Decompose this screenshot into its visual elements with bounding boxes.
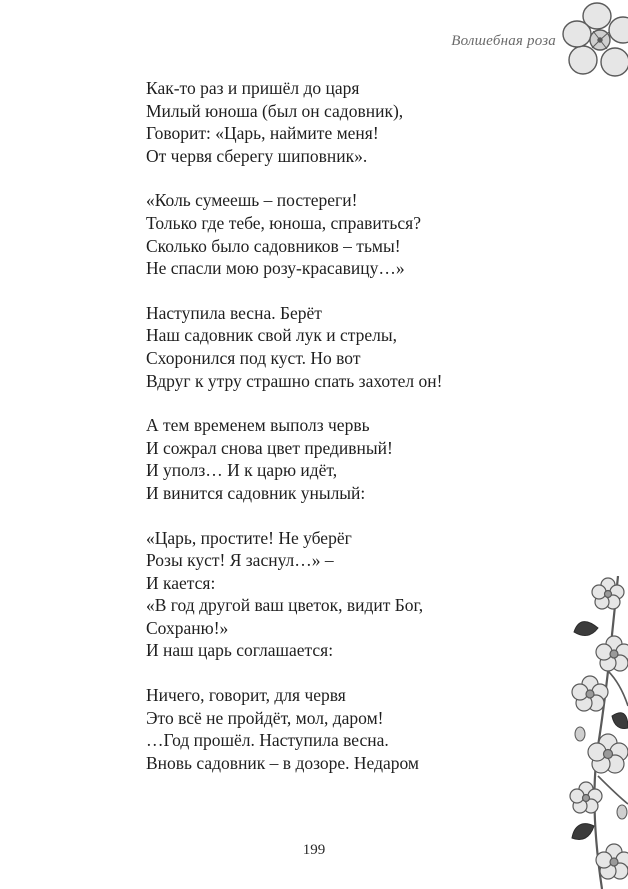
stanza-5 <box>146 527 506 663</box>
poem-line: Говорит: «Царь, наймите меня! <box>146 123 379 144</box>
poem-line: …Год прошёл. Наступила весна. <box>146 730 389 751</box>
poem-line: «В год другой ваш цветок, видит Бог, <box>146 595 424 616</box>
poem-line: Только где тебе, юноша, справиться? <box>146 212 421 233</box>
poem-line: Милый юноша (был он садовник), <box>146 100 404 121</box>
poem-line: «Царь, простите! Не уберёг <box>146 527 352 548</box>
poem-line: И кается: <box>146 572 216 593</box>
poem-line: Ничего, говорит, для червя <box>146 685 346 706</box>
poem-line: Сколько было садовников – тьмы! <box>146 235 401 256</box>
poem-line: Вдруг к утру страшно спать захотел он! <box>146 370 443 391</box>
poem-line: И винится садовник унылый: <box>146 482 366 503</box>
stanza-1 <box>146 77 506 167</box>
poem-line: И уполз… И к царю идёт, <box>146 460 338 481</box>
poem-line: Как-то раз и пришёл до царя <box>146 78 360 98</box>
poem-line: И сожрал снова цвет предивный! <box>146 437 393 458</box>
poem-line: Наш садовник свой лук и стрелы, <box>146 325 398 346</box>
running-header-title: Волшебная роза <box>451 33 556 49</box>
stanza-2 <box>146 189 506 279</box>
poem-line: Не спасли мою розу-красавицу…» <box>146 258 405 279</box>
poem-line: Розы куст! Я заснул…» – <box>146 550 334 571</box>
stanza-4 <box>146 414 506 504</box>
poem-line: Вновь садовник – в дозоре. Недаром <box>146 752 420 773</box>
poem-line: От червя сберегу шиповник». <box>146 145 368 166</box>
poem-line: «Коль сумеешь – постереги! <box>146 190 358 211</box>
poem-line: Наступила весна. Берёт <box>146 302 322 323</box>
blossom-illustration <box>555 0 628 92</box>
poem-line: И наш царь соглашается: <box>146 640 334 661</box>
poem-line: Это всё не пройдёт, мол, даром! <box>146 707 384 728</box>
poem-line: Схоронился под куст. Но вот <box>146 347 361 368</box>
stanza-3 <box>146 302 506 392</box>
poem-line: А тем временем выполз червь <box>146 415 370 436</box>
stanza-6 <box>146 684 506 774</box>
poem-body <box>146 77 506 796</box>
poem-line: Сохраню!» <box>146 617 229 638</box>
page-number: 199 <box>302 842 326 858</box>
